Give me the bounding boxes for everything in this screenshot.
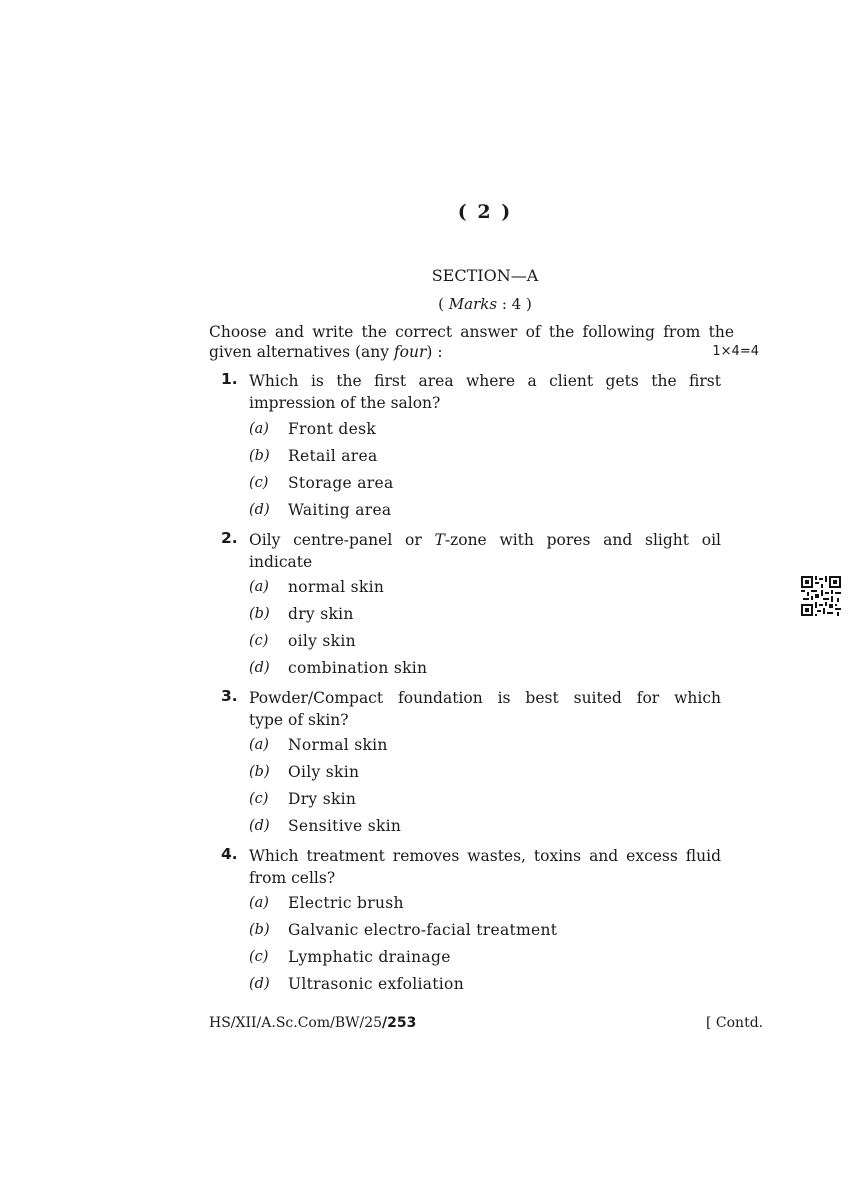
option-text: dry skin (288, 605, 354, 623)
option-letter: (a) (249, 421, 269, 437)
option-text: Oily skin (288, 763, 360, 781)
option-letter: (c) (249, 475, 269, 491)
option-letter: (c) (249, 791, 269, 807)
option-text: Storage area (288, 474, 394, 492)
qr-code-icon (801, 576, 841, 616)
paper-code: HS/XII/A.Sc.Com/BW/25/253 (209, 1015, 417, 1031)
section-marks: ( Marks : 4 ) (438, 295, 532, 313)
option-text: Retail area (288, 447, 378, 465)
option-letter: (d) (249, 818, 270, 834)
option-text: combination skin (288, 659, 428, 677)
option-text: Sensitive skin (288, 817, 402, 835)
section-title: SECTION—A (431, 266, 539, 285)
option-letter: (c) (249, 949, 269, 965)
option-text: normal skin (288, 578, 385, 596)
option-text: Waiting area (288, 501, 392, 519)
option-text: Dry skin (288, 790, 357, 808)
option-text: Electric brush (288, 894, 404, 912)
option-letter: (a) (249, 737, 269, 753)
option-letter: (b) (249, 606, 270, 622)
question-text: Powder/Compact foundation is best suited for which type of skin? (249, 689, 721, 729)
option-letter: (d) (249, 502, 270, 518)
option-letter: (d) (249, 976, 270, 992)
option-text: Front desk (288, 420, 377, 438)
instruction-line-2: given alternatives (any four) : 1×4=4 (209, 343, 759, 361)
option-text: Lymphatic drainage (288, 948, 451, 966)
option-letter: (b) (249, 448, 270, 464)
option-text: Galvanic electro-facial treatment (288, 921, 558, 939)
option-letter: (d) (249, 660, 270, 676)
option-letter: (c) (249, 633, 269, 649)
marks-allocation: 1×4=4 (712, 344, 759, 359)
option-text: Ultrasonic exfoliation (288, 975, 464, 993)
question-text: Which treatment removes wastes, toxins and excess fluid from cells? (249, 847, 721, 887)
option-text: oily skin (288, 632, 356, 650)
option-letter: (a) (249, 895, 269, 911)
question-text: Which is the first area where a client gets the first impression of the salon? (249, 372, 721, 412)
option-letter: (b) (249, 764, 270, 780)
continued-label: [ Contd. (706, 1015, 764, 1031)
question-number: 4. (221, 845, 238, 863)
question-text: Oily centre-panel or T-zone with pores and slight oil indicate (249, 531, 721, 571)
option-text: Normal skin (288, 736, 388, 754)
question-number: 3. (221, 687, 238, 705)
instruction-line-1: Choose and write the correct answer of the following from the (209, 323, 734, 341)
option-letter: (a) (249, 579, 269, 595)
question-number: 2. (221, 529, 238, 547)
question-number: 1. (221, 370, 238, 388)
page-number: ( 2 ) (457, 201, 513, 223)
option-letter: (b) (249, 922, 270, 938)
